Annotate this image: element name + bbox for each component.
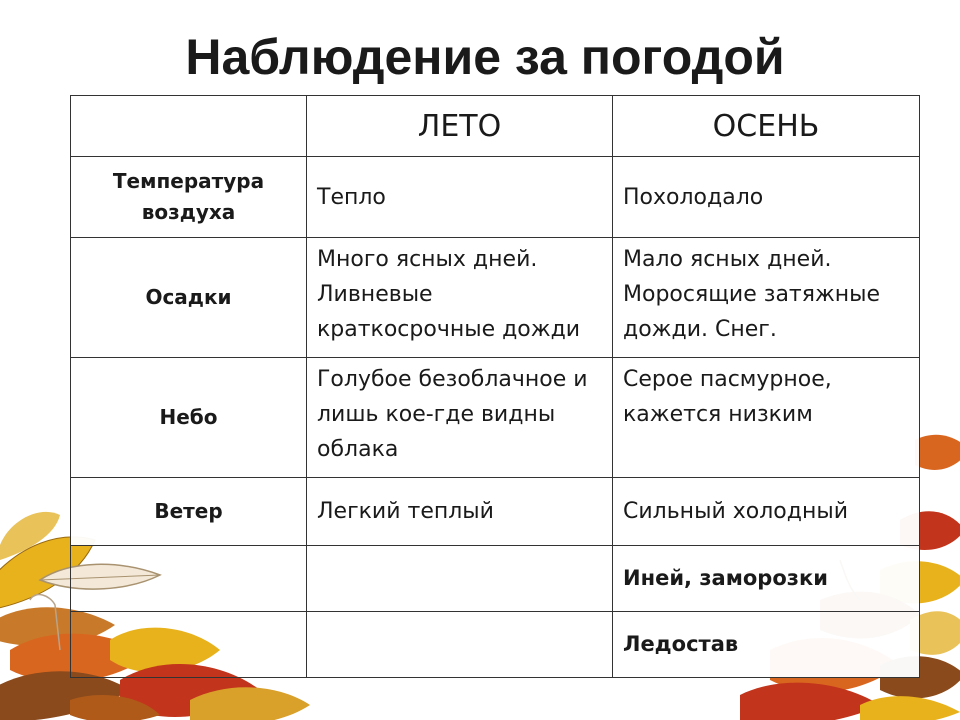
autumn-cell: Сильный холодный xyxy=(613,478,920,546)
table-row xyxy=(71,612,920,678)
autumn-cell: Серое пасмурное, кажется низким xyxy=(613,358,920,478)
table-row xyxy=(71,546,920,612)
summer-cell xyxy=(307,612,613,678)
page-title: Наблюдение за погодой xyxy=(185,29,785,85)
leaf-icon xyxy=(740,683,880,720)
autumn-cell: Ледостав xyxy=(613,612,920,678)
row-label: Ветер xyxy=(71,478,307,546)
table-header-row xyxy=(71,96,920,157)
leaf-icon xyxy=(860,696,960,720)
table-row xyxy=(71,157,920,238)
summer-cell: Тепло xyxy=(307,157,613,238)
autumn-cell: Похолодало xyxy=(613,157,920,238)
summer-cell: Много ясных дней. Ливневые краткосрочные дожди xyxy=(307,238,613,358)
row-label: Осадки xyxy=(71,238,307,358)
autumn-cell: Мало ясных дней. Моросящие затяжные дожди. Снег. xyxy=(613,238,920,358)
row-label xyxy=(71,612,307,678)
table-row xyxy=(71,238,920,358)
weather-observation-table xyxy=(70,95,920,678)
table-row xyxy=(71,358,920,478)
row-label: Температура воздуха xyxy=(71,157,307,238)
leaf-icon xyxy=(915,435,960,470)
summer-cell xyxy=(307,546,613,612)
row-label: Небо xyxy=(71,358,307,478)
header-cell-autumn: ОСЕНЬ xyxy=(613,96,920,157)
autumn-cell: Иней, заморозки xyxy=(613,546,920,612)
summer-cell: Легкий теплый xyxy=(307,478,613,546)
header-cell-summer: ЛЕТО xyxy=(307,96,613,157)
summer-cell: Голубое безоблачное и лишь кое-где видны облака xyxy=(307,358,613,478)
header-cell-empty xyxy=(71,96,307,157)
row-label xyxy=(71,546,307,612)
table-row xyxy=(71,478,920,546)
